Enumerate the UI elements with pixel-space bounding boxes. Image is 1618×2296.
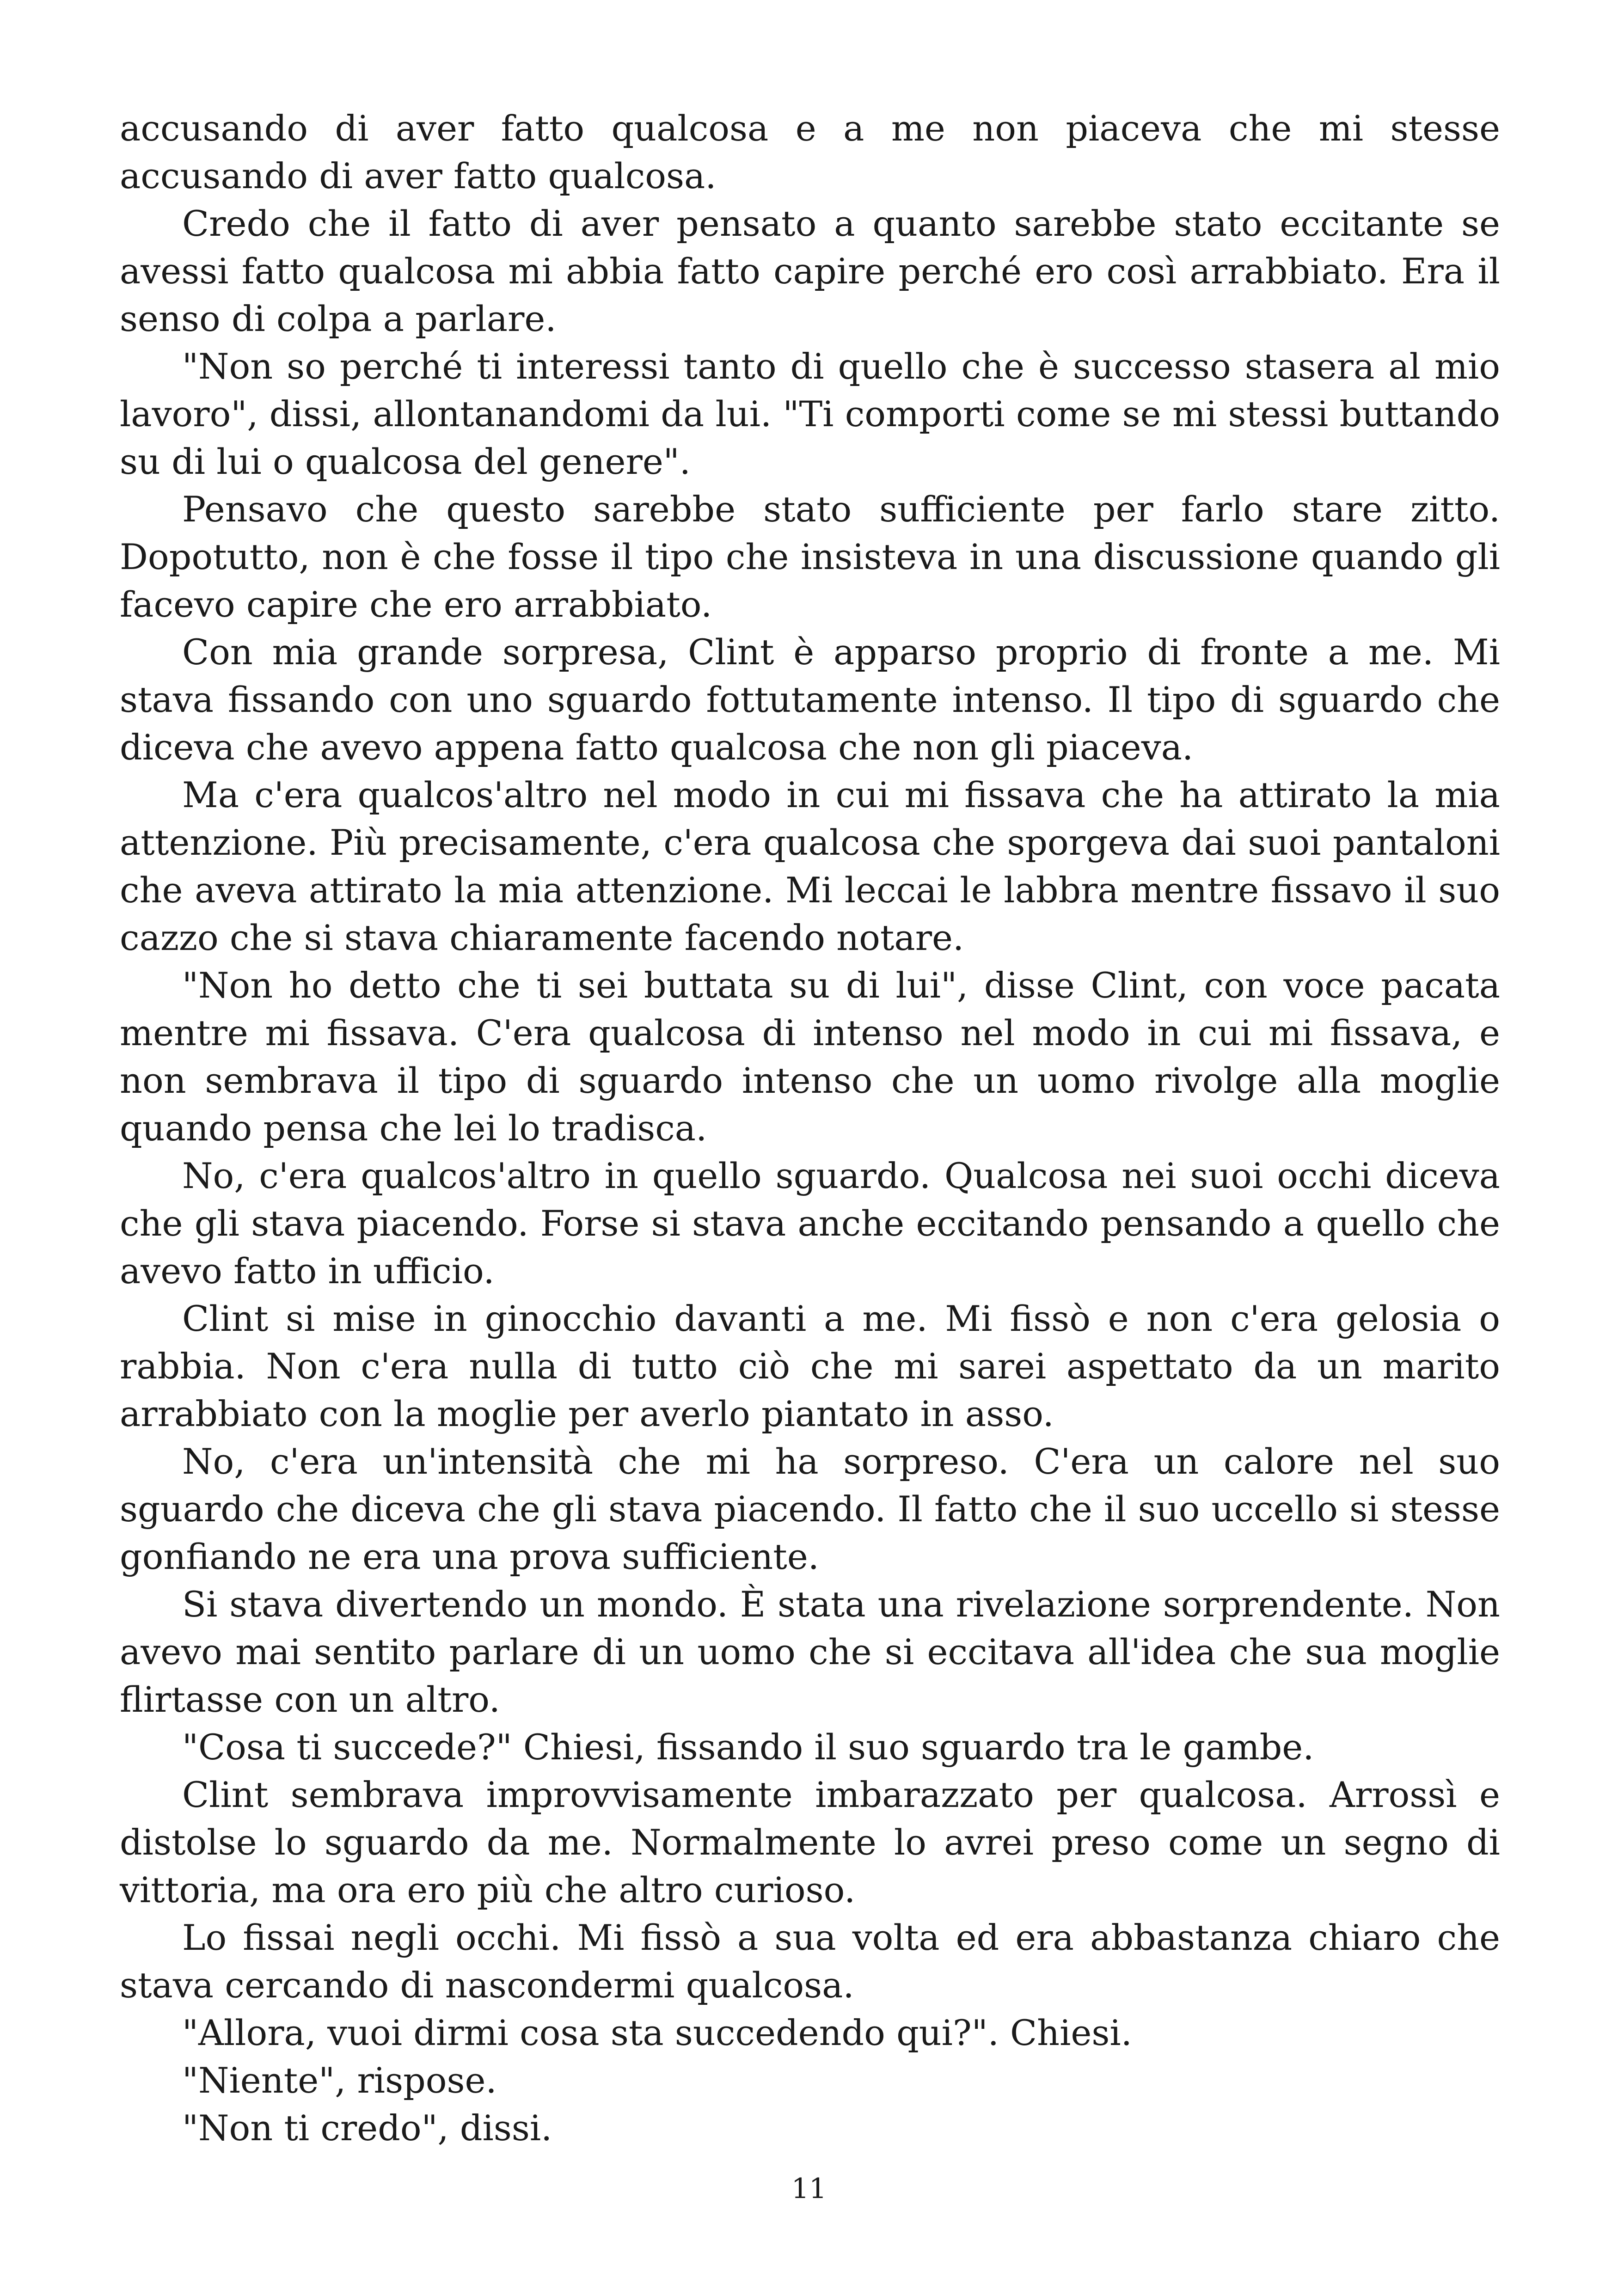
page-body — [120, 104, 1500, 2152]
paragraph: "Non so perché ti interessi tanto di quello che è successo stasera al mio lavoro", dissi, allontanandomi da lui. "Ti comporti come se mi stessi buttando su di lui o qualcosa del genere". — [120, 346, 1500, 482]
page-number: 11 — [791, 2173, 827, 2205]
paragraph: "Non ti credo", dissi. — [182, 2107, 552, 2149]
paragraph: Con mia grande sorpresa, Clint è apparso proprio di fronte a me. Mi stava fissando con uno sguardo fottutamente intenso. Il tipo di sguardo che diceva che avevo appena fatto qualcosa che non gli piaceva. — [120, 631, 1500, 768]
paragraph: Credo che il fatto di aver pensato a quanto sarebbe stato eccitante se avessi fatto qualcosa mi abbia fatto capire perché ero così arrabbiato. Era il senso di colpa a parlare. — [120, 203, 1500, 339]
paragraph: Ma c'era qualcos'altro nel modo in cui mi fissava che ha attirato la mia attenzione. Più precisamente, c'era qualcosa che sporgeva dai suoi pantaloni che aveva attirato la mia attenzione. Mi leccai le labbra mentre fissavo il suo cazzo che si stava chiaramente facendo notare. — [120, 774, 1500, 958]
paragraph: Clint sembrava improvvisamente imbarazzato per qualcosa. Arrossì e distolse lo sguardo da me. Normalmente lo avrei preso come un segno di vittoria, ma ora ero più che altro curioso. — [120, 1774, 1500, 1910]
paragraph: accusando di aver fatto qualcosa e a me non piaceva che mi stesse accusando di aver fatto qualcosa. — [120, 108, 1500, 196]
paragraph: No, c'era qualcos'altro in quello sguardo. Qualcosa nei suoi occhi diceva che gli stava piacendo. Forse si stava anche eccitando pensando a quello che avevo fatto in ufficio. — [120, 1155, 1500, 1292]
paragraph: "Allora, vuoi dirmi cosa sta succedendo qui?". Chiesi. — [182, 2012, 1132, 2053]
paragraph: "Niente", rispose. — [182, 2060, 497, 2101]
paragraph: Lo fissai negli occhi. Mi fissò a sua volta ed era abbastanza chiaro che stava cercando di nascondermi qualcosa. — [120, 1917, 1500, 2006]
paragraph: Si stava divertendo un mondo. È stata una rivelazione sorprendente. Non avevo mai sentito parlare di un uomo che si eccitava all'idea che sua moglie flirtasse con un altro. — [120, 1584, 1500, 1720]
paragraph: "Non ho detto che ti sei buttata su di lui", disse Clint, con voce pacata mentre mi fissava. C'era qualcosa di intenso nel modo in cui mi fissava, e non sembrava il tipo di sguardo intenso che un uomo rivolge alla moglie quando pensa che lei lo tradisca. — [120, 965, 1500, 1149]
paragraph: "Cosa ti succede?" Chiesi, fissando il suo sguardo tra le gambe. — [182, 1727, 1314, 1768]
paragraph: Clint si mise in ginocchio davanti a me. Mi fissò e non c'era gelosia o rabbia. Non c'era nulla di tutto ciò che mi sarei aspettato da un marito arrabbiato con la moglie per averlo piantato in asso. — [120, 1298, 1500, 1434]
paragraph: No, c'era un'intensità che mi ha sorpreso. C'era un calore nel suo sguardo che diceva che gli stava piacendo. Il fatto che il suo uccello si stesse gonfiando ne era una prova sufficiente. — [120, 1441, 1500, 1577]
paragraph: Pensavo che questo sarebbe stato sufficiente per farlo stare zitto. Dopotutto, non è che fosse il tipo che insisteva in una discussione quando gli facevo capire che ero arrabbiato. — [120, 489, 1500, 625]
